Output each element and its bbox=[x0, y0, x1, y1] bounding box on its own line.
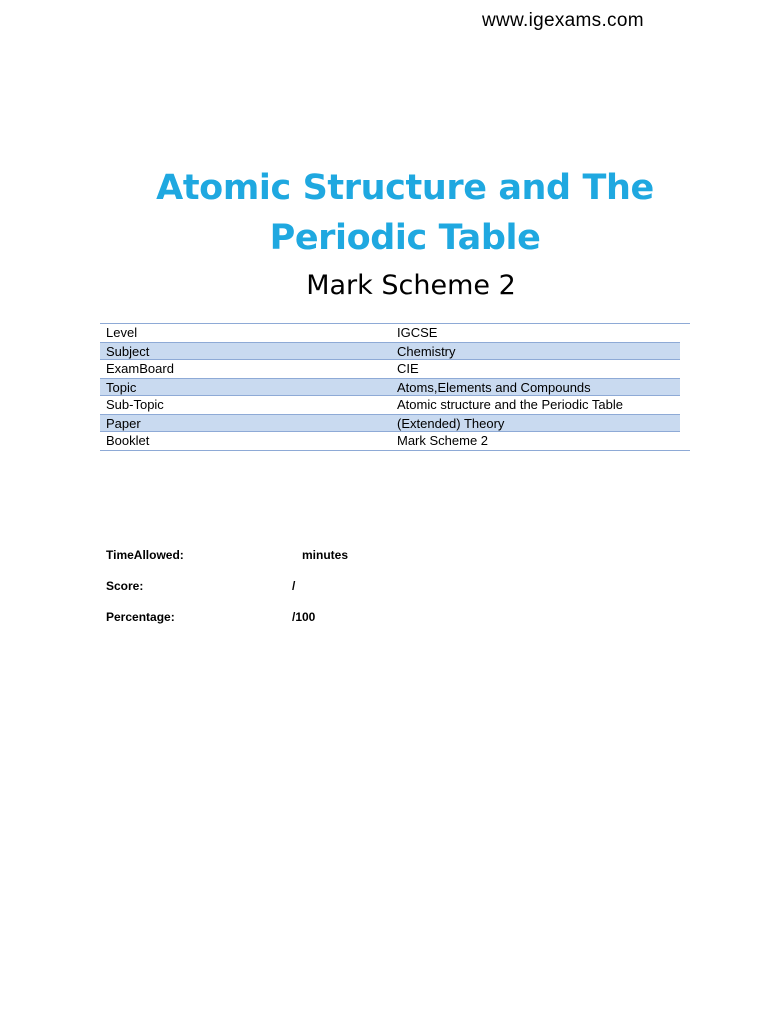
table-row bbox=[100, 378, 680, 396]
row-value: Mark Scheme 2 bbox=[397, 433, 489, 448]
site-url[interactable]: www.igexams.com bbox=[482, 10, 644, 31]
percentage-value: /100 bbox=[292, 610, 316, 624]
time-allowed-value: minutes bbox=[302, 548, 349, 562]
score-value: / bbox=[292, 579, 296, 593]
row-label: Level bbox=[106, 325, 138, 340]
table-row bbox=[100, 396, 690, 414]
percentage-label: Percentage: bbox=[106, 610, 175, 624]
row-label: Topic bbox=[106, 380, 137, 395]
row-label: Sub-Topic bbox=[106, 397, 164, 412]
row-label: ExamBoard bbox=[106, 361, 174, 376]
row-label: Paper bbox=[106, 416, 141, 431]
info-table bbox=[100, 323, 690, 451]
table-row bbox=[100, 432, 690, 451]
row-value: Atomic structure and the Periodic Table bbox=[397, 397, 623, 412]
score-label: Score: bbox=[106, 579, 144, 593]
row-value: Chemistry bbox=[397, 344, 456, 359]
table-row bbox=[100, 414, 680, 432]
row-value: Atoms,Elements and Compounds bbox=[397, 380, 591, 395]
title-line-1: Atomic Structure and The bbox=[156, 168, 654, 208]
table-row bbox=[100, 323, 690, 342]
row-value: CIE bbox=[397, 361, 419, 376]
row-value: IGCSE bbox=[397, 325, 438, 340]
time-allowed-label: TimeAllowed: bbox=[106, 548, 184, 562]
row-value: (Extended) Theory bbox=[397, 416, 505, 431]
document-title bbox=[0, 163, 768, 263]
document-subtitle: Mark Scheme 2 bbox=[306, 270, 516, 301]
table-row bbox=[100, 342, 680, 360]
row-label: Booklet bbox=[106, 433, 150, 448]
row-label: Subject bbox=[106, 344, 150, 359]
title-line-2: Periodic Table bbox=[269, 218, 541, 258]
table-row bbox=[100, 360, 690, 378]
